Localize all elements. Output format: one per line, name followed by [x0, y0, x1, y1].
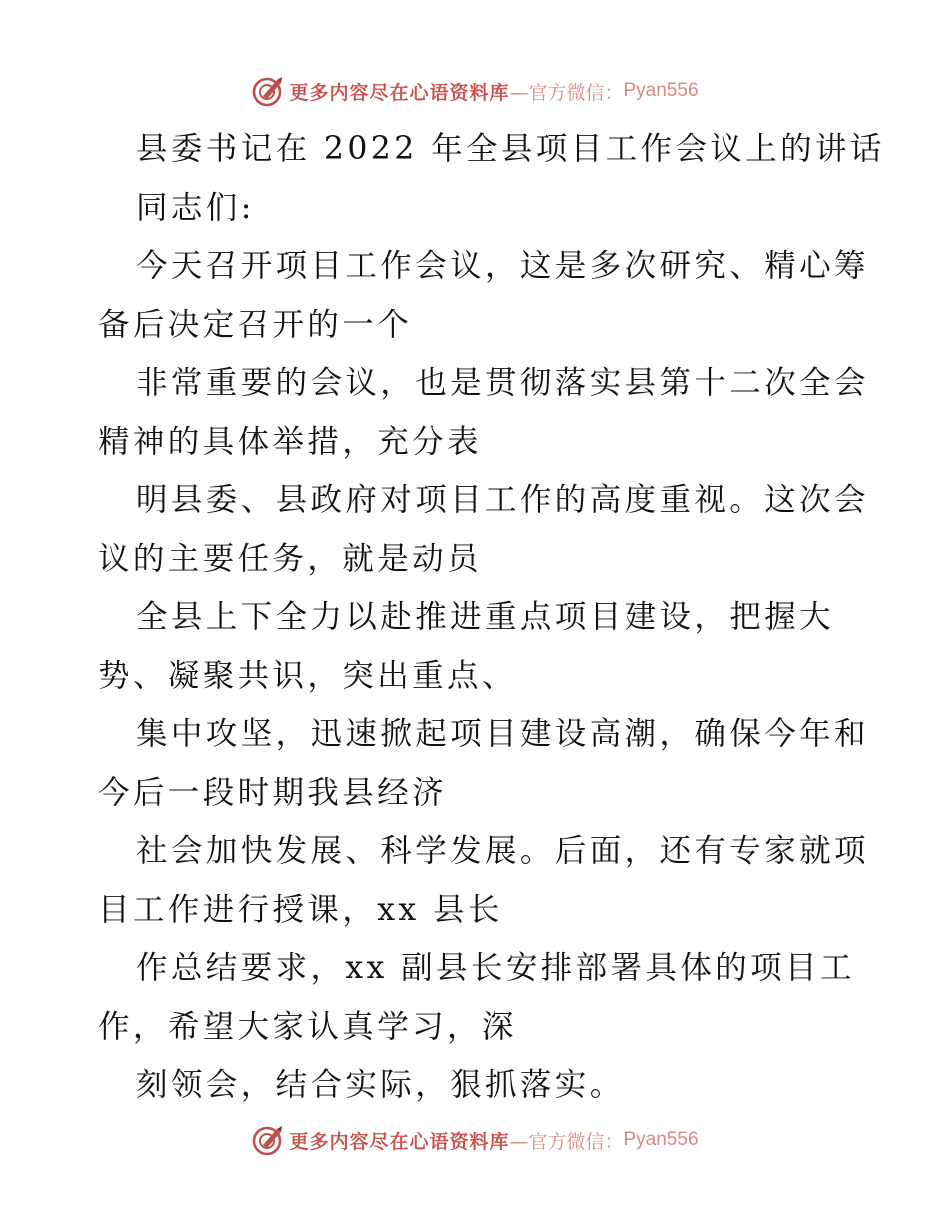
- document-title: 县委书记在 2022 年全县项目工作会议上的讲话: [136, 131, 885, 167]
- paragraph-line: 全县上下全力以赴推进重点项目建设，把握大: [136, 599, 835, 635]
- paragraph-line: 备后决定召开的一个: [98, 306, 413, 343]
- salutation: 同志们:: [136, 189, 255, 226]
- paragraph-line: 今天召开项目工作会议，这是多次研究、精心筹: [136, 248, 869, 284]
- paragraph-line: 集中攻坚，迅速掀起项目建设高潮，确保今年和: [136, 716, 869, 752]
- header-watermark: [0, 71, 950, 111]
- paragraph-line: 今后一段时期我县经济: [98, 774, 448, 811]
- paragraph-line: 明县委、县政府对项目工作的高度重视。这次会: [136, 482, 869, 518]
- paragraph-line: 社会加快发展、科学发展。后面，还有专家就项: [136, 833, 869, 869]
- watermark-wechat-label: —官方微信：: [509, 1130, 624, 1153]
- paragraph-line: 精神的具体举措，充分表: [98, 423, 482, 460]
- paragraph-line: 目工作进行授课，xx 县长: [98, 891, 503, 928]
- watermark-site-name: 更多内容尽在心语资料库: [289, 81, 510, 104]
- paragraph-line: 刻领会，结合实际，狠抓落实。: [136, 1067, 625, 1103]
- footer-watermark: [0, 1120, 950, 1160]
- document-body: [98, 120, 885, 1115]
- paragraph-line: 议的主要任务，就是动员: [98, 540, 482, 577]
- paragraph-line: 非常重要的会议，也是贯彻落实县第十二次全会: [136, 365, 869, 401]
- watermark-site-name: 更多内容尽在心语资料库: [289, 1130, 510, 1153]
- pen-logo-icon: [251, 1123, 285, 1157]
- watermark-wechat-id: Pyan556: [623, 80, 699, 101]
- pen-logo-icon: [251, 74, 285, 108]
- watermark-wechat-id: Pyan556: [623, 1129, 699, 1150]
- watermark-wechat-label: —官方微信：: [509, 81, 624, 104]
- paragraph-line: 作，希望大家认真学习，深: [98, 1008, 517, 1045]
- paragraph-line: 势、凝聚共识，突出重点、: [98, 657, 517, 694]
- paragraph-line: 作总结要求，xx 副县长安排部署具体的项目工: [136, 950, 855, 986]
